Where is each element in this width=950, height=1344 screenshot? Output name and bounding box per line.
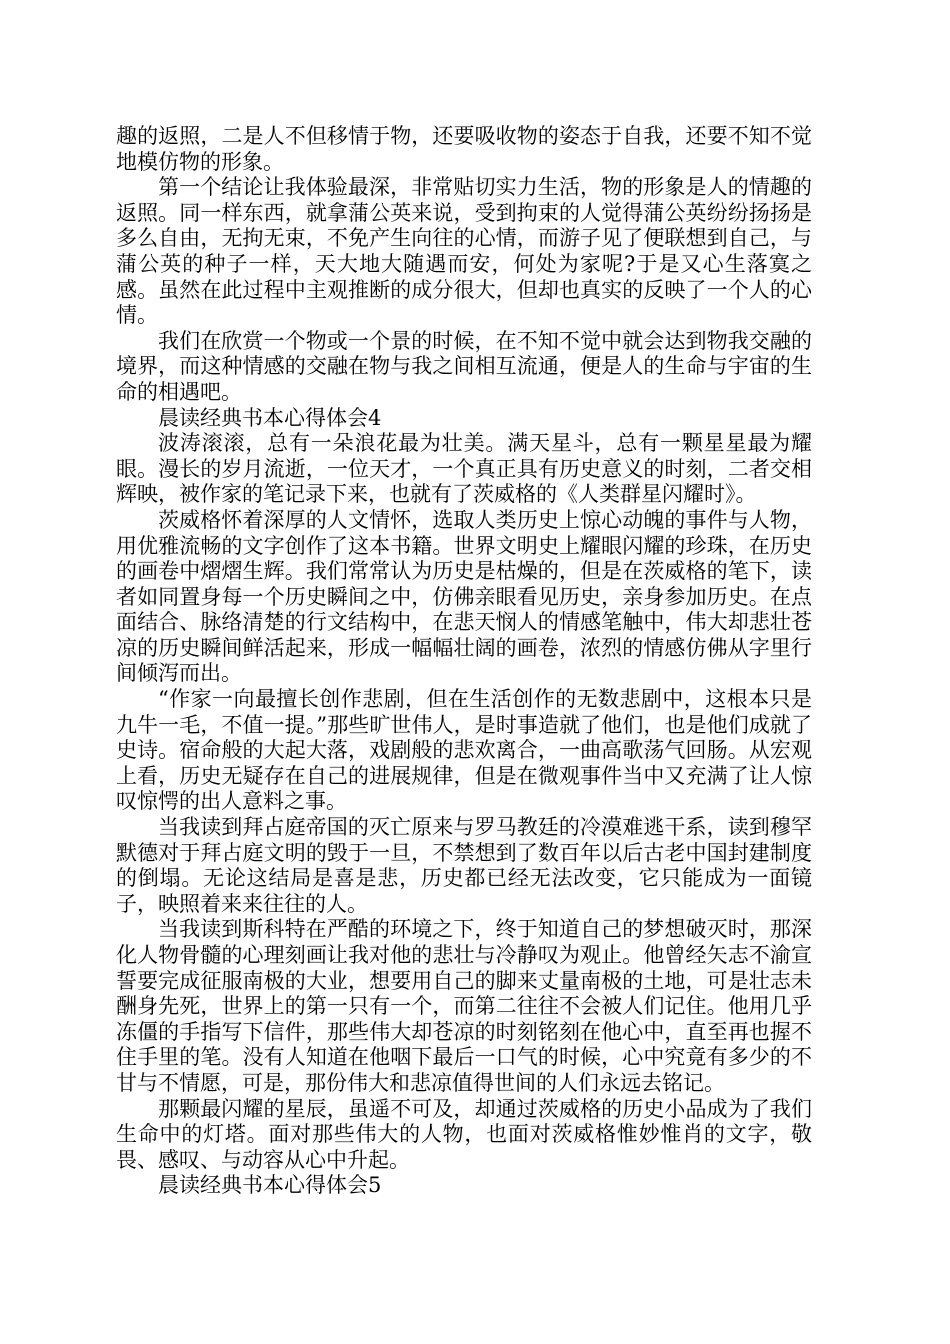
paragraph: 我们在欣赏一个物或一个景的时候，在不知不觉中就会达到物我交融的境界，而这种情感的交融在物与我之间相互流通，便是人的生命与宇宙的生命的相遇吧。 (116, 328, 812, 404)
paragraph: 波涛滚滚，总有一朵浪花最为壮美。满天星斗，总有一颗星星最为耀眼。漫长的岁月流逝，一位天才，一个真正具有历史意义的时刻，二者交相辉映，被作家的笔记录下来，也就有了茨威格的《人类群星闪耀时》。 (116, 431, 812, 507)
paragraph: 茨威格怀着深厚的人文情怀，选取人类历史上惊心动魄的事件与人物，用优雅流畅的文字创作了这本书籍。世界文明史上耀眼闪耀的珍珠，在历史的画卷中熠熠生辉。我们常常认为历史是枯燥的，但是在茨威格的笔下，读者如同置身每一个历史瞬间之中，仿佛亲眼看见历史，亲身参加历史。在点面结合、脉络清楚的行文结构中，在悲天悯人的情感笔触中，伟大却悲壮苍凉的历史瞬间鲜活起来，形成一幅幅壮阔的画卷，浓烈的情感仿佛从字里行间倾泻而出。 (116, 507, 812, 686)
document-body (116, 124, 812, 1199)
paragraph: “作家一向最擅长创作悲剧，但在生活创作的无数悲剧中，这根本只是九牛一毛，不值一提。”那些旷世伟人，是时事造就了他们，也是他们成就了史诗。宿命般的大起大落，戏剧般的悲欢离合，一曲高歌荡气回肠。从宏观上看，历史无疑存在自己的进展规律，但是在微观事件当中又充满了让人惊叹惊愕的出人意料之事。 (116, 687, 812, 814)
paragraph: 当我读到斯科特在严酷的环境之下，终于知道自己的梦想破灭时，那深化人物骨髓的心理刻画让我对他的悲壮与冷静叹为观止。他曾经矢志不渝宣誓要完成征服南极的大业，想要用自己的脚来丈量南极的土地，可是壮志未酬身先死，世界上的第一只有一个，而第二往往不会被人们记住。他用几乎冻僵的手指写下信件，那些伟大却苍凉的时刻铭刻在他心中，直至再也握不住手里的笔。没有人知道在他咽下最后一口气的时候，心中究竟有多少的不甘与不情愿，可是，那份伟大和悲凉值得世间的人们永远去铭记。 (116, 917, 812, 1095)
paragraph: 那颗最闪耀的星辰，虽遥不可及，却通过茨威格的历史小品成为了我们生命中的灯塔。面对那些伟大的人物，也面对茨威格惟妙惟肖的文字，敬畏、感叹、与动容从心中升起。 (116, 1096, 812, 1172)
section-heading: 晨读经典书本心得体会4 (158, 405, 382, 430)
paragraph: 当我读到拜占庭帝国的灭亡原来与罗马教廷的冷漠难逃干系，读到穆罕默德对于拜占庭文明的毁于一旦，不禁想到了数百年以后古老中国封建制度的倒塌。无论这结局是喜是悲，历史都已经无法改变，它只能成为一面镜子，映照着来来往往的人。 (116, 815, 812, 916)
section-heading: 晨读经典书本心得体会5 (158, 1173, 382, 1198)
paragraph: 第一个结论让我体验最深，非常贴切实力生活，物的形象是人的情趣的返照。同一样东西，就拿蒲公英来说，受到拘束的人觉得蒲公英纷纷扬扬是多么自由，无拘无束，不免产生向往的心情，而游子见了便联想到自己，与蒲公英的种子一样，天大地大随遇而安，何处为家呢?于是又心生落寞之感。虽然在此过程中主观推断的成分很大，但却也真实的反映了一个人的心情。 (116, 175, 812, 328)
paragraph: 趣的返照，二是人不但移情于物，还要吸收物的姿态于自我，还要不知不觉地模仿物的形象。 (116, 124, 812, 174)
